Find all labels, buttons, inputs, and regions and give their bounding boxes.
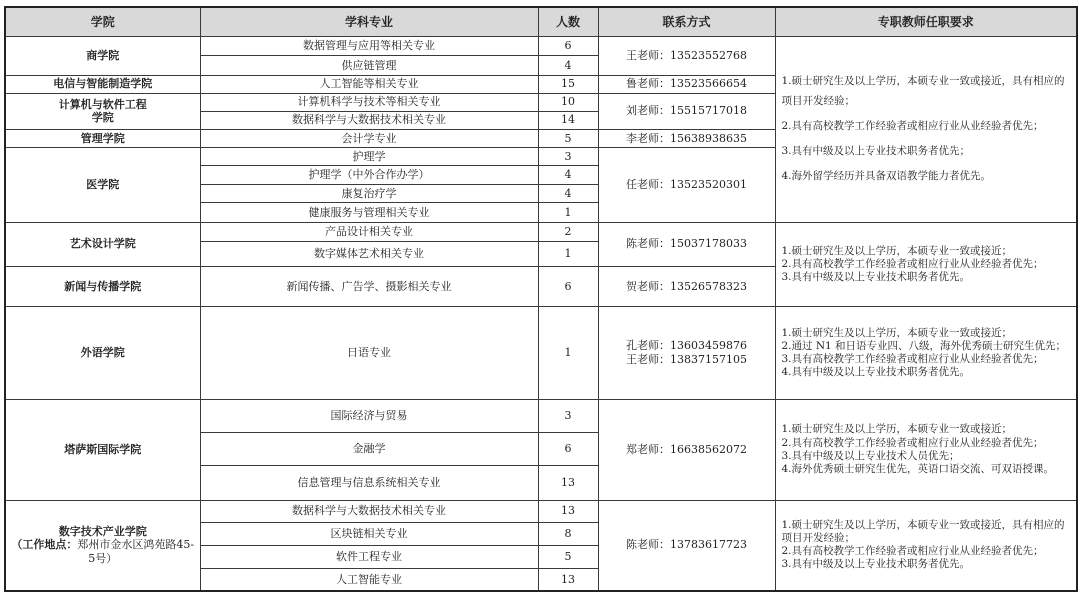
count-cell: 2 bbox=[538, 222, 598, 241]
requirement-line: 1.硕士研究生及以上学历，本硕专业一致或接近，具有相应的项目开发经验； bbox=[781, 75, 1065, 107]
location-label: （工作地点： bbox=[11, 538, 78, 552]
major-cell: 数据科学与大数据技术相关专业 bbox=[200, 500, 538, 522]
count-cell: 10 bbox=[538, 93, 598, 111]
major-cell: 产品设计相关专业 bbox=[200, 222, 538, 241]
header-college: 学院 bbox=[5, 7, 200, 37]
count-cell: 5 bbox=[538, 129, 598, 147]
requirement-line: 4.具有中级及以上专业技术职务者优先。 bbox=[781, 366, 971, 379]
recruitment-table bbox=[4, 6, 1078, 592]
major-cell: 计算机科学与技术等相关专业 bbox=[200, 93, 538, 111]
contact-chen1: 陈老师：15037178033 bbox=[598, 222, 775, 266]
requirement-line: 4.海外留学经历并具备双语教学能力者优先。 bbox=[781, 169, 992, 182]
major-cell: 区块链相关专业 bbox=[200, 522, 538, 545]
count-cell: 13 bbox=[538, 466, 598, 500]
count-cell: 4 bbox=[538, 56, 598, 75]
requirement-line: 1.硕士研究生及以上学历，本硕专业一致或接近； bbox=[781, 244, 1013, 257]
requirement-line: 1.硕士研究生及以上学历，本硕专业一致或接近； bbox=[781, 423, 1013, 436]
requirement-line: 3.具有中级及以上专业技术职务者优先。 bbox=[781, 270, 971, 283]
major-cell: 软件工程专业 bbox=[200, 545, 538, 568]
college-digital-name: 数字技术产业学院 bbox=[58, 524, 147, 538]
count-cell: 6 bbox=[538, 433, 598, 466]
college-digital bbox=[5, 500, 200, 591]
requirements-group2 bbox=[775, 222, 1077, 307]
count-cell: 13 bbox=[538, 569, 598, 591]
college-tarsus: 塔萨斯国际学院 bbox=[5, 399, 200, 500]
college-art: 艺术设计学院 bbox=[5, 222, 200, 266]
count-cell: 1 bbox=[538, 203, 598, 222]
contact-wang: 王老师：13523552768 bbox=[598, 37, 775, 75]
requirement-line: 2.具有高校教学工作经验者或相应行业从业经验者优先； bbox=[781, 119, 1044, 132]
contact-lu: 鲁老师：13523566654 bbox=[598, 75, 775, 93]
requirement-line: 2.具有高校教学工作经验者或相应行业从业经验者优先； bbox=[781, 436, 1044, 449]
requirement-line: 1.硕士研究生及以上学历，本硕专业一致或接近； bbox=[781, 326, 1013, 339]
major-cell: 供应链管理 bbox=[200, 56, 538, 75]
major-cell: 信息管理与信息系统相关专业 bbox=[200, 466, 538, 500]
major-cell: 健康服务与管理相关专业 bbox=[200, 203, 538, 222]
college-computer-line1: 计算机与软件工程 bbox=[58, 97, 147, 111]
requirement-line: 2.具有高校教学工作经验者或相应行业从业经验者优先； bbox=[781, 257, 1044, 270]
college-digital-location bbox=[9, 538, 197, 566]
count-cell: 13 bbox=[538, 500, 598, 522]
major-cell: 金融学 bbox=[200, 433, 538, 466]
college-computer-line2: 学院 bbox=[91, 111, 114, 125]
college-business: 商学院 bbox=[5, 37, 200, 75]
requirement-line: 2.具有高校教学工作经验者或相应行业从业经验者优先； bbox=[781, 545, 1044, 558]
college-news: 新闻与传播学院 bbox=[5, 266, 200, 306]
major-cell: 护理学（中外合作办学） bbox=[200, 166, 538, 185]
header-major: 学科专业 bbox=[200, 7, 538, 37]
contact-he: 贺老师：13526578323 bbox=[598, 266, 775, 306]
location-value: 郑州市金水区鸿苑路45-5号） bbox=[77, 538, 195, 566]
major-cell: 数据科学与大数据技术相关专业 bbox=[200, 111, 538, 129]
major-cell: 康复治疗学 bbox=[200, 185, 538, 203]
count-cell: 4 bbox=[538, 166, 598, 185]
count-cell: 3 bbox=[538, 399, 598, 432]
contact-li: 李老师：15638938635 bbox=[598, 129, 775, 147]
header-row bbox=[5, 7, 1077, 37]
count-cell: 15 bbox=[538, 75, 598, 93]
table-row bbox=[5, 37, 1077, 56]
requirement-line: 4.海外优秀硕士研究生优先，英语口语交流、可双语授课。 bbox=[781, 462, 1055, 475]
requirement-line: 3.具有中级及以上专业技术职务者优先。 bbox=[781, 558, 971, 571]
requirements-group5 bbox=[775, 500, 1077, 591]
count-cell: 5 bbox=[538, 545, 598, 568]
contact-liu: 刘老师：15515717018 bbox=[598, 93, 775, 129]
requirement-line: 3.具有高校教学工作经验者或相应行业从业经验者优先； bbox=[781, 353, 1044, 365]
count-cell: 14 bbox=[538, 111, 598, 129]
header-count: 人数 bbox=[538, 7, 598, 37]
college-foreign: 外语学院 bbox=[5, 307, 200, 400]
count-cell: 1 bbox=[538, 241, 598, 266]
college-computer bbox=[5, 93, 200, 129]
major-cell: 国际经济与贸易 bbox=[200, 399, 538, 432]
college-telecom: 电信与智能制造学院 bbox=[5, 75, 200, 93]
major-cell: 数据管理与应用等相关专业 bbox=[200, 37, 538, 56]
major-cell: 会计学专业 bbox=[200, 129, 538, 147]
college-medical: 医学院 bbox=[5, 148, 200, 223]
table-row bbox=[5, 222, 1077, 241]
count-cell: 6 bbox=[538, 266, 598, 306]
requirements-group4 bbox=[775, 399, 1077, 500]
count-cell: 8 bbox=[538, 522, 598, 545]
table-row bbox=[5, 399, 1077, 432]
contact-ren: 任老师：13523520301 bbox=[598, 148, 775, 223]
header-requirements: 专职教师任职要求 bbox=[775, 7, 1077, 37]
major-cell: 人工智能专业 bbox=[200, 569, 538, 591]
count-cell: 3 bbox=[538, 148, 598, 166]
requirement-line: 2.通过 N1 和日语专业四、八级，海外优秀硕士研究生优先； bbox=[781, 339, 1067, 352]
contact-wang2: 王老师：13837157105 bbox=[626, 353, 747, 366]
requirement-line: 1.硕士研究生及以上学历，本硕专业一致或接近，具有相应的项目开发经验； bbox=[781, 519, 1065, 545]
header-contact: 联系方式 bbox=[598, 7, 775, 37]
requirements-group1 bbox=[775, 37, 1077, 222]
requirement-line: 3.具有中级及以上专业技术人员优先； bbox=[781, 449, 960, 462]
count-cell: 6 bbox=[538, 37, 598, 56]
major-cell: 日语专业 bbox=[200, 307, 538, 400]
contact-kong-wang bbox=[598, 307, 775, 400]
major-cell: 新闻传播、广告学、摄影相关专业 bbox=[200, 266, 538, 306]
contact-chen2: 陈老师：13783617723 bbox=[598, 500, 775, 591]
major-cell: 数字媒体艺术相关专业 bbox=[200, 241, 538, 266]
count-cell: 4 bbox=[538, 185, 598, 203]
requirements-group3 bbox=[775, 307, 1077, 400]
requirement-line: 3.具有中级及以上专业技术职务者优先； bbox=[781, 144, 971, 157]
table-row bbox=[5, 307, 1077, 400]
contact-kong: 孔老师：13603459876 bbox=[626, 339, 747, 353]
major-cell: 人工智能等相关专业 bbox=[200, 75, 538, 93]
table-row bbox=[5, 500, 1077, 522]
college-management: 管理学院 bbox=[5, 129, 200, 147]
major-cell: 护理学 bbox=[200, 148, 538, 166]
count-cell: 1 bbox=[538, 307, 598, 400]
contact-zheng: 郑老师：16638562072 bbox=[598, 399, 775, 500]
